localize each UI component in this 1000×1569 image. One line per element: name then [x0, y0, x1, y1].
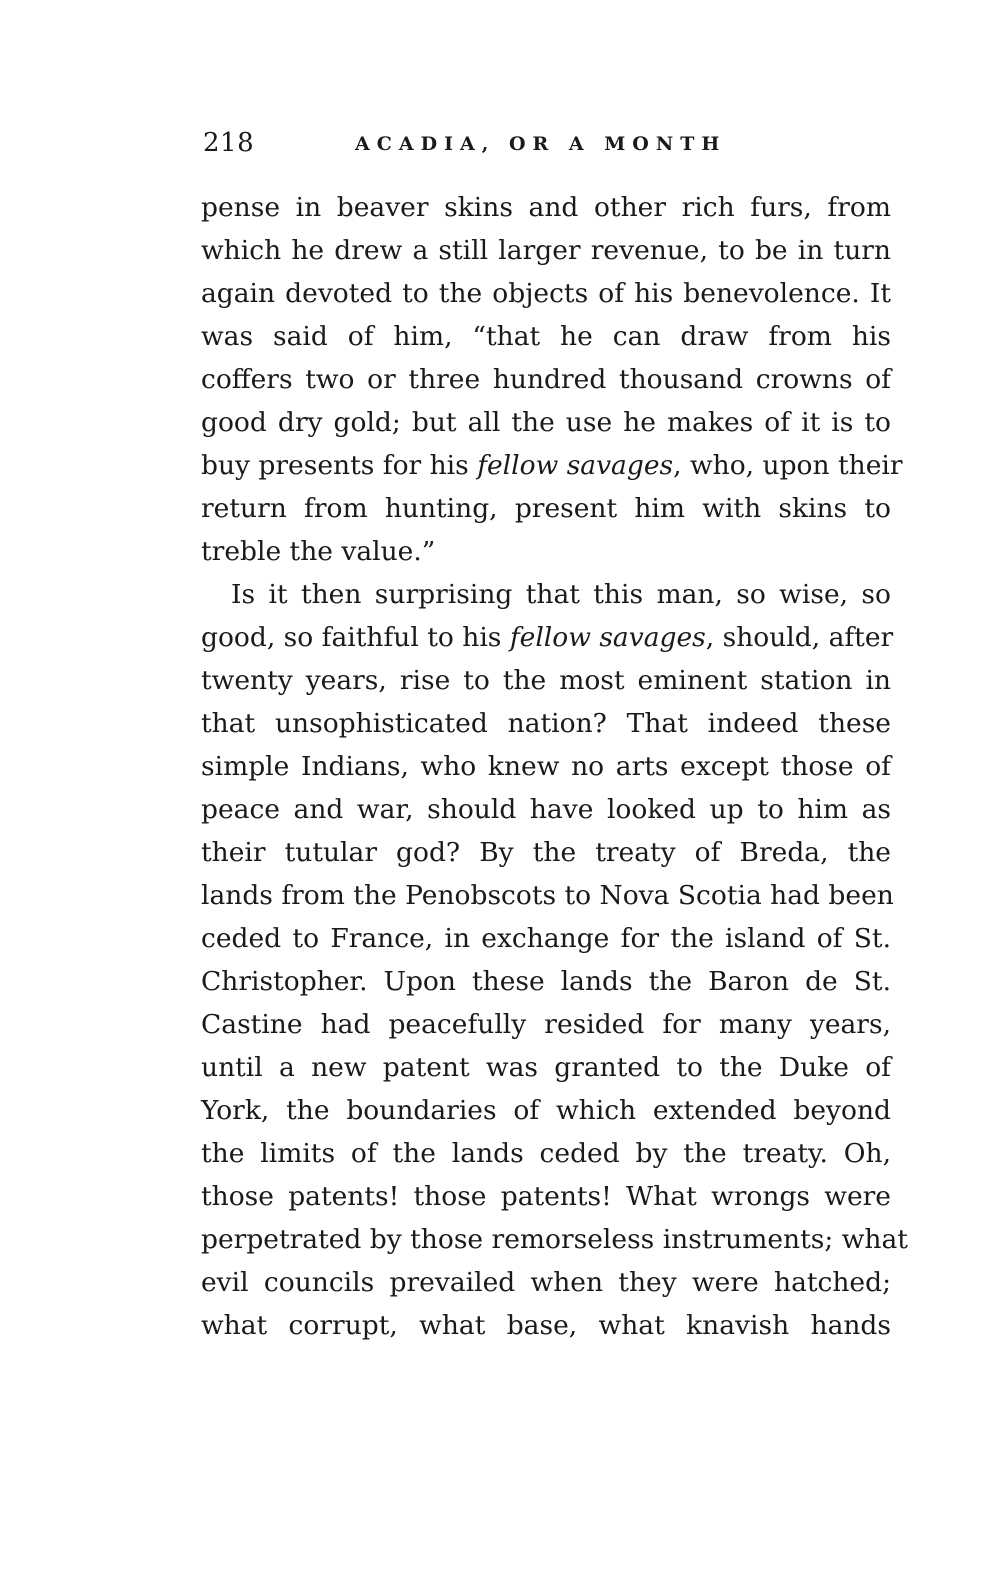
- text-line: the limits of the lands ceded by the treaty. Oh,: [201, 1138, 891, 1169]
- text-line-paragraph-start: Is it then surprising that this man, so wise, so: [231, 579, 891, 610]
- text-segment: buy presents for his: [201, 450, 478, 481]
- text-line: until a new patent was granted to the Duke of: [201, 1052, 891, 1083]
- text-line: ceded to France, in exchange for the island of St.: [201, 923, 891, 954]
- text-line: good dry gold; but all the use he makes of it is to: [201, 407, 891, 438]
- text-line: was said of him, “that he can draw from his: [201, 321, 891, 352]
- text-line: [201, 616, 894, 659]
- text-line: again devoted to the objects of his benevolence. It: [201, 278, 891, 309]
- text-segment: , who, upon their: [673, 450, 903, 481]
- text-segment: good, so faithful to his: [201, 622, 510, 653]
- text-line-paragraph-end: treble the value.”: [201, 536, 436, 567]
- text-line: peace and war, should have looked up to him as: [201, 794, 891, 825]
- text-line: their tutular god? By the treaty of Breda, the: [201, 837, 891, 868]
- text-line: [201, 444, 903, 487]
- text-line: that unsophisticated nation? That indeed these: [201, 708, 891, 739]
- text-line: Christopher. Upon these lands the Baron de St.: [201, 966, 891, 997]
- text-line: coffers two or three hundred thousand crowns of: [201, 364, 891, 395]
- running-title: ACADIA, OR A MONTH: [355, 133, 727, 155]
- running-head: [203, 128, 903, 168]
- text-line: which he drew a still larger revenue, to be in turn: [201, 235, 891, 266]
- italic-phrase: fellow savages: [509, 622, 706, 653]
- text-line: twenty years, rise to the most eminent station in: [201, 665, 891, 696]
- text-line: York, the boundaries of which extended beyond: [201, 1095, 891, 1126]
- text-line: perpetrated by those remorseless instruments; what: [201, 1224, 908, 1255]
- italic-phrase: fellow savages: [477, 450, 674, 481]
- text-line: what corrupt, what base, what knavish hands: [201, 1310, 891, 1341]
- text-segment: , should, after: [705, 622, 894, 653]
- text-line: evil councils prevailed when they were hatched;: [201, 1267, 891, 1298]
- text-line: Castine had peacefully resided for many years,: [201, 1009, 891, 1040]
- text-line: return from hunting, present him with skins to: [201, 493, 891, 524]
- text-line: lands from the Penobscots to Nova Scotia had been: [201, 880, 894, 911]
- page-number: 218: [203, 128, 255, 158]
- text-line: pense in beaver skins and other rich furs, from: [201, 192, 891, 223]
- body-text: [201, 186, 908, 1347]
- text-line: simple Indians, who knew no arts except those of: [201, 751, 891, 782]
- text-line: those patents! those patents! What wrongs were: [201, 1181, 891, 1212]
